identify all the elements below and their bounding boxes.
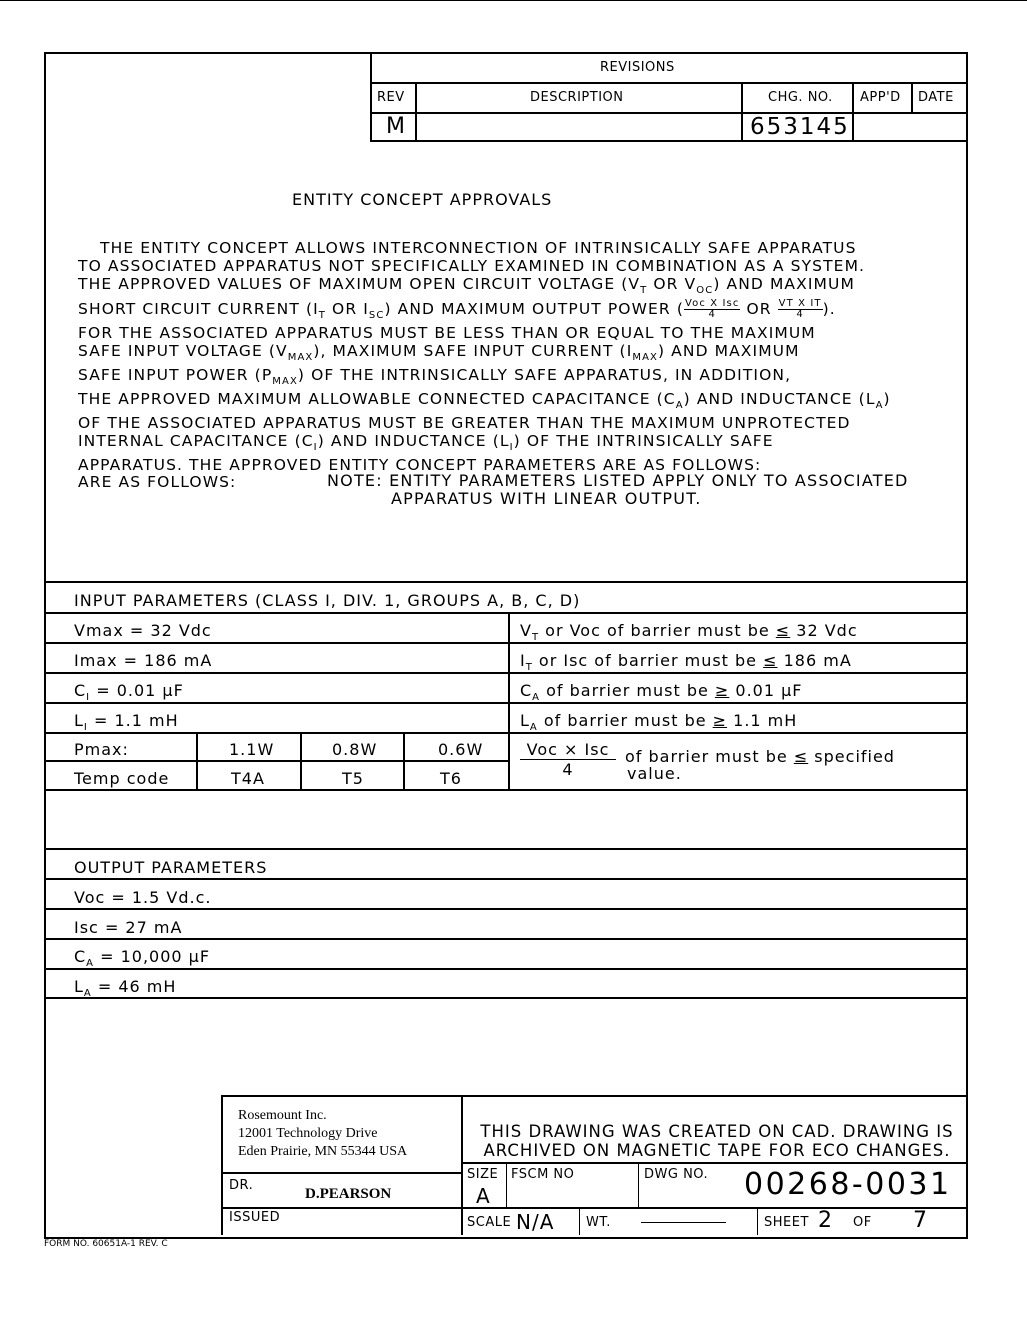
ci-value: $C_I = 0.01$ μF — [74, 681, 184, 704]
pmax-label: Pmax: — [74, 740, 129, 759]
para-line: SAFE INPUT POWER $(P_{MAX})$ OF THE INTRINSICALLY SAFE APPARATUS, IN ADDITION, — [78, 366, 792, 388]
pmax-note-text: of barrier must be ≤ specified — [625, 747, 895, 766]
fscm-label: FSCM NO — [511, 1167, 575, 1182]
form-number: FORM NO. 60651A-1 REV. C — [44, 1239, 168, 1249]
output-row: $C_A = 10,000$ μF — [74, 947, 211, 970]
size-label: SIZE — [467, 1167, 499, 1182]
cad-note: THIS DRAWING WAS CREATED ON CAD. DRAWING IS ARCHIVED ON MAGNETIC TAPE FOR ECO CHANGES. — [480, 1122, 954, 1160]
chg-no-header: CHG. NO. — [768, 90, 833, 105]
size-value: A — [476, 1184, 491, 1208]
of-label: OF — [853, 1215, 872, 1230]
revisions-title: REVISIONS — [600, 60, 675, 75]
note-line-2: APPARATUS WITH LINEAR OUTPUT. — [391, 489, 702, 508]
temp-code-2: T5 — [342, 769, 364, 788]
li-value: $L_I = 1.1$ mH — [74, 711, 179, 734]
imax-value: Imax = 186 mA — [74, 651, 213, 670]
pmax-value-2: 0.8W — [332, 740, 378, 759]
para-line: TO ASSOCIATED APPARATUS NOT SPECIFICALLY EXAMINED IN COMBINATION AS A SYSTEM. — [78, 256, 866, 275]
para-line: SAFE INPUT VOLTAGE $(V_{MAX})$, MAXIMUM SAFE INPUT CURRENT $(I_{MAX})$ AND MAXIMUM — [78, 342, 800, 364]
rev-header: REV — [377, 90, 405, 105]
weight-blank-line — [641, 1222, 726, 1223]
temp-code-3: T6 — [440, 769, 462, 788]
output-parameters-header: OUTPUT PARAMETERS — [74, 858, 268, 877]
company-street: 12001 Technology Drive — [238, 1126, 378, 1141]
company-city: Eden Prairie, MN 55344 USA — [238, 1144, 408, 1159]
para-line: THE APPROVED MAXIMUM ALLOWABLE CONNECTED CAPACITANCE $(C_A)$ AND INDUCTANCE $(L_A)$ — [78, 389, 891, 412]
para-line: OF THE ASSOCIATED APPARATUS MUST BE GREATER THAN THE MAXIMUM UNPROTECTED — [78, 413, 851, 432]
vmax-value: Vmax = 32 Vdc — [74, 621, 212, 640]
pmax-note-fraction: Voc × Isc 4 — [520, 740, 616, 779]
pmax-value-3: 0.6W — [438, 740, 484, 759]
note-line-1: NOTE: ENTITY PARAMETERS LISTED APPLY ONLY TO ASSOCIATED — [327, 471, 909, 490]
scale-value: N/A — [516, 1210, 555, 1234]
para-line: THE APPROVED VALUES OF MAXIMUM OPEN CIRCUIT VOLTAGE ($V_T$ OR $V_{OC}$) AND MAXIMUM — [78, 274, 855, 296]
wt-label: WT. — [586, 1215, 611, 1230]
date-header: DATE — [918, 90, 954, 105]
output-row: Voc = 1.5 Vd.c. — [74, 888, 212, 907]
para-line: ARE AS FOLLOWS: — [78, 473, 237, 492]
issued-label: ISSUED — [229, 1210, 281, 1225]
description-header: DESCRIPTION — [530, 90, 624, 105]
entity-concept-paragraph — [78, 240, 958, 492]
drawn-by: D.PEARSON — [305, 1186, 392, 1202]
dwg-no-label: DWG NO. — [644, 1167, 709, 1182]
rev-value: M — [386, 114, 406, 139]
pmax-note-value: value. — [627, 764, 682, 783]
para-line: FOR THE ASSOCIATED APPARATUS MUST BE LESS THAN OR EQUAL TO THE MAXIMUM — [78, 324, 816, 343]
page-title: ENTITY CONCEPT APPROVALS — [292, 190, 553, 209]
company-address — [238, 1107, 407, 1161]
input-parameters-header: INPUT PARAMETERS (CLASS I, DIV. 1, GROUPS A, B, C, D) — [74, 591, 581, 610]
temp-code-1: T4A — [231, 769, 265, 788]
pmax-value-1: 1.1W — [229, 740, 275, 759]
para-line: THE ENTITY CONCEPT ALLOWS INTERCONNECTION OF INTRINSICALLY SAFE APPARATUS — [100, 239, 857, 257]
vmax-requirement: $V_T$ or Voc of barrier must be ≤ 32 Vdc — [520, 621, 858, 644]
appd-header: APP'D — [860, 90, 901, 105]
ci-requirement: $C_A$ of barrier must be ≥ 0.01 μF — [520, 681, 803, 704]
company-name: Rosemount Inc. — [238, 1108, 327, 1123]
drawing-border — [44, 52, 968, 1239]
chg-no-value: 653145 — [750, 114, 850, 140]
output-row: Isc = 27 mA — [74, 918, 183, 937]
dr-label: DR. — [229, 1178, 254, 1193]
drawing-number: 00268-0031 — [744, 1167, 952, 1202]
temp-code-label: Temp code — [74, 769, 170, 788]
page-top-rule — [0, 0, 1027, 1]
imax-requirement: $I_T$ or Isc of barrier must be ≤ 186 mA — [520, 651, 852, 674]
sheet-number: 2 — [818, 1208, 833, 1233]
para-line: INTERNAL CAPACITANCE $(C_I)$ AND INDUCTANCE $(L_I)$ OF THE INTRINSICALLY SAFE — [78, 431, 774, 453]
li-requirement: $L_A$ of barrier must be ≥ 1.1 mH — [520, 711, 798, 734]
scale-label: SCALE — [467, 1215, 512, 1230]
para-line: APPARATUS. THE APPROVED ENTITY CONCEPT PARAMETERS ARE AS FOLLOWS: — [78, 455, 762, 474]
para-line: SHORT CIRCUIT CURRENT ($I_T$ OR $I_{SC}$) AND MAXIMUM OUTPUT POWER ( $\frac{\text{Voc X Isc}}{4}$ OR $\frac{\text{VT X IT}}{4}$). — [78, 298, 836, 322]
sheet-label: SHEET — [764, 1215, 809, 1230]
output-row: $L_A = 46$ mH — [74, 977, 177, 1000]
total-sheets: 7 — [913, 1208, 928, 1233]
